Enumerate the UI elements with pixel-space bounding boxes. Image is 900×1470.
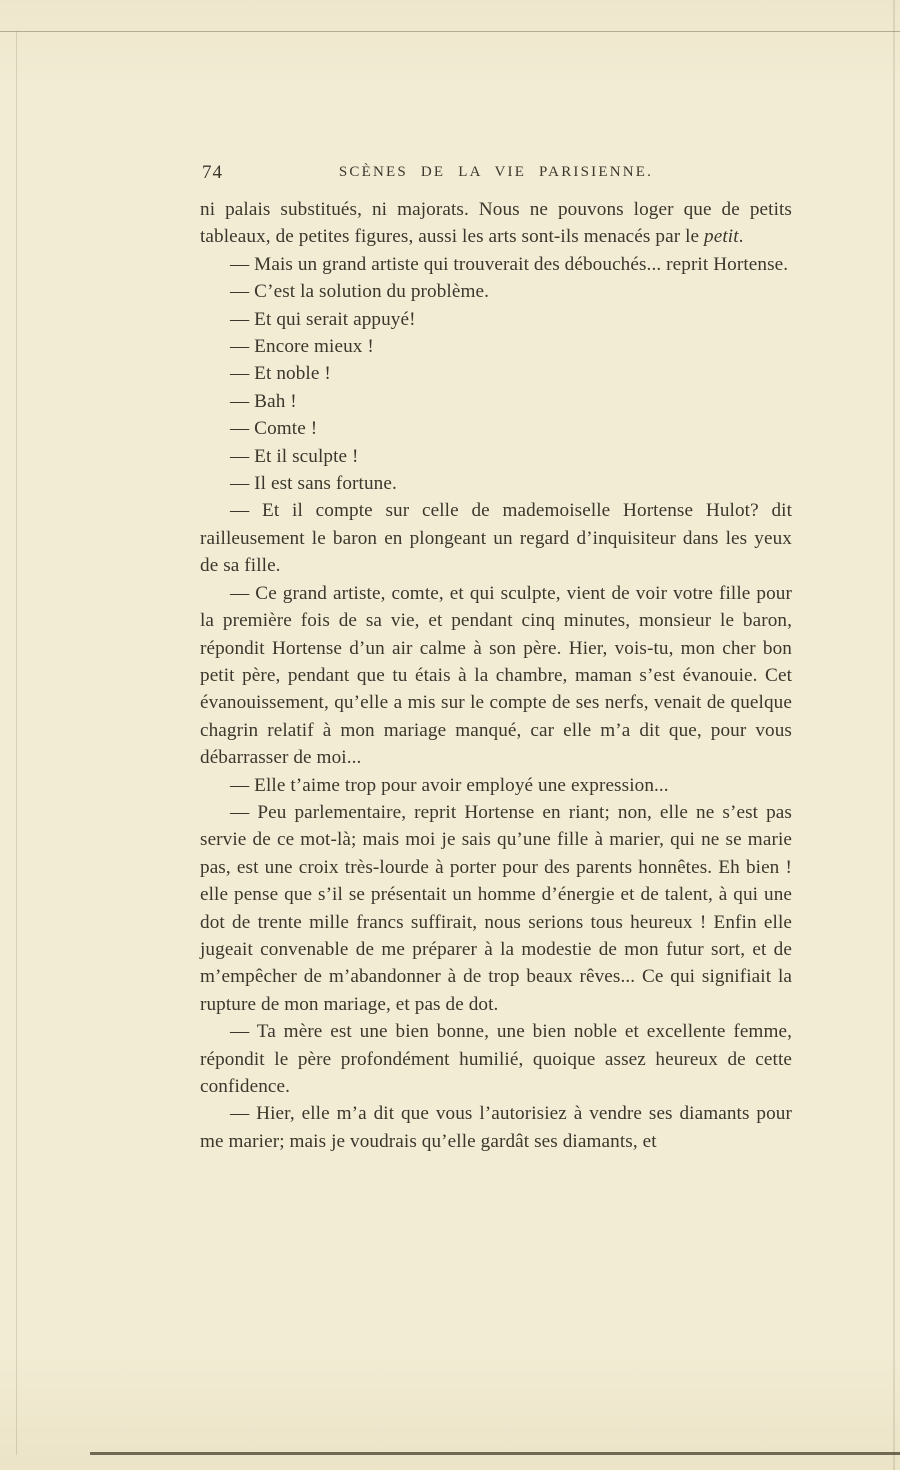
running-header-title: SCÈNES DE LA VIE PARISIENNE.: [338, 164, 654, 180]
running-head: [200, 160, 792, 186]
page-number: 74: [202, 162, 223, 183]
page-edge-right: [893, 0, 895, 1470]
text-run: — Et noble !: [230, 363, 331, 385]
paragraph: [200, 360, 792, 387]
paragraph: [200, 580, 792, 772]
paragraph: [200, 1018, 792, 1100]
paragraph: [200, 443, 792, 470]
text-run: — Et qui serait appuyé!: [230, 308, 416, 330]
paragraph: [200, 388, 792, 415]
paragraph: [200, 799, 792, 1018]
text-run: — C’est la solution du problème.: [230, 281, 489, 303]
text-run: — Elle t’aime trop pour avoir employé une expression...: [230, 774, 669, 796]
paragraph: [200, 333, 792, 360]
text-run: — Comte !: [230, 418, 318, 440]
paragraph: [200, 251, 792, 278]
paragraph: [200, 497, 792, 579]
text-run: — Bah !: [230, 390, 297, 412]
paragraph: [200, 278, 792, 305]
text-run: — Encore mieux !: [230, 336, 374, 358]
paragraph: [200, 772, 792, 799]
paragraph: [200, 1100, 792, 1155]
text-run: — Et il sculpte !: [230, 445, 359, 467]
page-edge-top: [0, 31, 900, 32]
italic-text-run: petit: [704, 226, 739, 248]
text-run: — Hier, elle m’a dit que vous l’autorisiez à vendre ses diamants pour me marier; mais je voudrais qu’elle gardât ses diamants, et: [200, 1103, 792, 1152]
text-run: — Peu parlementaire, reprit Hortense en riant; non, elle ne s’est pas servie de ce mot-là; mais moi je sais qu’une fille à marier, qui ne se marie pas, est une croix très-lourde à porter pour des parents honnêtes. Eh bien ! elle pense que s’il se présentait un homme d’énergie et de talent, à qui une dot de trente mille francs suffirait, nous serions tous heureux ! Enfin elle jugeait convenable de me préparer à la modestie de mon futur sort, et de m’empêcher de m’abandonner à de trop beaux rêves... Ce qui signifiait la rupture de mon mariage, et pas de dot.: [200, 801, 792, 1015]
text-run: — Mais un grand artiste qui trouverait des débouchés... reprit Hortense.: [230, 253, 789, 275]
text-run: .: [738, 226, 744, 248]
paragraph: [200, 470, 792, 497]
page-edge-left: [16, 31, 17, 1455]
paragraph: [200, 306, 792, 333]
text-run: ni palais substitués, ni majorats. Nous ne pouvons loger que de petits tableaux, de petites figures, aussi les arts sont-ils menacés par le: [200, 199, 792, 248]
paragraph: [200, 196, 792, 251]
text-block: [200, 196, 792, 1155]
paragraph: [200, 415, 792, 442]
text-run: — Ce grand artiste, comte, et qui sculpte, vient de voir votre fille pour la première fois de sa vie, et pendant cinq minutes, monsieur le baron, répondit Hortense d’un air calme à son père. Hier, vois-tu, mon cher bon petit père, pendant que tu étais à la chambre, maman s’est évanouie. Cet évanouissement, qu’elle a mis sur le compte de ses nerfs, venait de quelque chagrin relatif à mon mariage manqué, car elle m’a dit que, pour vous débarrasser de moi...: [200, 582, 792, 769]
text-run: — Et il compte sur celle de mademoiselle Hortense Hulot? dit railleusement le baron en plongeant un regard d’inquisiteur dans les yeux de sa fille.: [200, 500, 792, 577]
text-run: — Ta mère est une bien bonne, une bien noble et excellente femme, répondit le père profondément humilié, quoique assez heureux de cette confidence.: [200, 1021, 792, 1097]
text-run: — Il est sans fortune.: [230, 473, 397, 495]
page-edge-bottom: [90, 1452, 900, 1455]
